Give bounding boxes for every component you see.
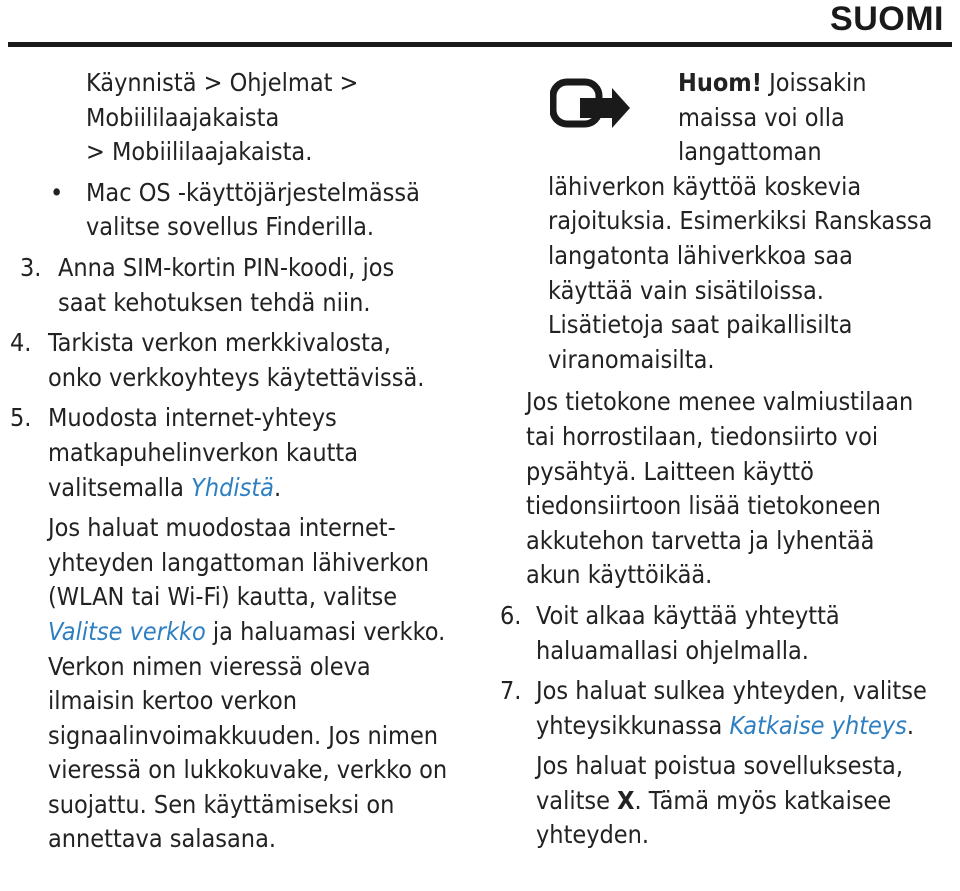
text-line: viranomaisilta. (548, 344, 715, 374)
bullet-icon: • (50, 177, 64, 207)
step-4 (0, 326, 480, 395)
step-number: 7. (500, 676, 522, 706)
text-line: Verkon nimen vieressä oleva (48, 651, 371, 681)
text-line: langattoman (678, 137, 822, 167)
bullet-item (0, 176, 480, 245)
text-fragment: . (906, 710, 915, 740)
text-line: Voit alkaa käyttää yhteyttä (536, 600, 840, 630)
note-box (500, 66, 960, 377)
step-number: 4. (10, 328, 32, 358)
text-line: pysähtyä. Laitteen käyttö (526, 456, 814, 486)
exit-paragraph (500, 749, 960, 853)
connect-link[interactable]: Yhdistä (191, 472, 274, 502)
language-title: SUOMI (830, 0, 944, 38)
text-line: haluamallasi ohjelmalla. (536, 635, 809, 665)
text-line (678, 66, 960, 101)
text-line: ilmaisin kertoo verkon (48, 686, 298, 716)
step-7 (500, 674, 960, 743)
text-fragment: valitsemalla (48, 472, 192, 502)
step-number: 6. (500, 600, 522, 630)
text-line: yhteyden. (536, 820, 650, 850)
text-line: Jos haluat muodostaa internet- (48, 513, 396, 543)
text-line: vieressä on lukkokuvake, verkko on (48, 755, 448, 785)
text-line: saat kehotuksen tehdä niin. (58, 287, 371, 317)
text-line: tiedonsiirtoon lisää tietokoneen (526, 491, 881, 521)
text-line: Mac OS -käyttöjärjestelmässä (86, 177, 420, 207)
text-line (48, 615, 480, 650)
text-line: Muodosta internet-yhteys (48, 403, 337, 433)
text-line: yhteyden langattoman lähiverkon (48, 547, 429, 577)
disconnect-link[interactable]: Katkaise yhteys (729, 710, 907, 740)
text-line: annettava salasana. (48, 824, 276, 854)
text-line: onko verkkoyhteys käytettävissä. (48, 362, 425, 392)
text-line: maissa voi olla (678, 102, 845, 132)
text-line: Lisätietoja saat paikallisilta (548, 310, 853, 340)
text-line: rajoituksia. Esimerkiksi Ranskassa (548, 206, 933, 236)
header-divider (8, 42, 952, 47)
text-line: Jos haluat poistua sovelluksesta, (536, 751, 903, 781)
text-fragment: yhteysikkunassa (536, 710, 730, 740)
text-fragment: . (273, 472, 282, 502)
text-line: Anna SIM-kortin PIN-koodi, jos (58, 252, 395, 282)
text-fragment: valitse (536, 785, 618, 815)
menu-path (0, 66, 480, 170)
text-line: signaalinvoimakkuuden. Jos nimen (48, 720, 439, 750)
text-line: Mobiililaajakaista (86, 102, 280, 132)
text-line (536, 709, 960, 744)
text-fragment: . Tämä myös katkaisee (634, 785, 892, 815)
left-column (0, 66, 480, 857)
text-line: > Mobiililaajakaista. (86, 137, 313, 167)
text-line: Tarkista verkon merkkivalosta, (48, 328, 391, 358)
step-3 (10, 251, 490, 320)
text-line: (WLAN tai Wi-Fi) kautta, valitse (48, 582, 398, 612)
text-line: matkapuhelinverkon kautta (48, 437, 358, 467)
note-label: Huom! (678, 68, 762, 97)
close-key-label: X (617, 785, 635, 815)
wlan-paragraph (0, 511, 480, 857)
text-fragment: Joissakin (761, 68, 867, 97)
text-line: Jos haluat sulkea yhteyden, valitse (536, 676, 927, 706)
note-body (500, 170, 960, 378)
text-line: käyttää vain sisätiloissa. (548, 275, 824, 305)
text-line (48, 471, 480, 506)
step-5 (0, 401, 480, 505)
right-column (500, 66, 960, 853)
text-line: lähiverkon käyttöä koskevia (548, 171, 862, 201)
text-fragment: ja haluamasi verkko. (205, 616, 446, 646)
step-number: 5. (10, 403, 32, 433)
text-line: langatonta lähiverkkoa saa (548, 240, 853, 270)
text-line: Jos tietokone menee valmiustilaan (526, 387, 914, 417)
standby-paragraph (500, 385, 960, 593)
text-line: Käynnistä > Ohjelmat > (86, 68, 359, 97)
select-network-link[interactable]: Valitse verkko (48, 616, 206, 646)
text-line: suojattu. Sen käyttämiseksi on (48, 789, 395, 819)
text-line: akkutehon tarvetta ja lyhentää (526, 525, 875, 555)
text-line: valitse sovellus Finderilla. (86, 212, 375, 242)
text-line (536, 784, 960, 819)
step-number: 3. (20, 252, 42, 282)
step-6 (500, 599, 960, 668)
note-hand-icon (550, 76, 632, 136)
text-line: akun käyttöikää. (526, 560, 713, 590)
text-line: tai horrostilaan, tiedonsiirto voi (526, 421, 879, 451)
